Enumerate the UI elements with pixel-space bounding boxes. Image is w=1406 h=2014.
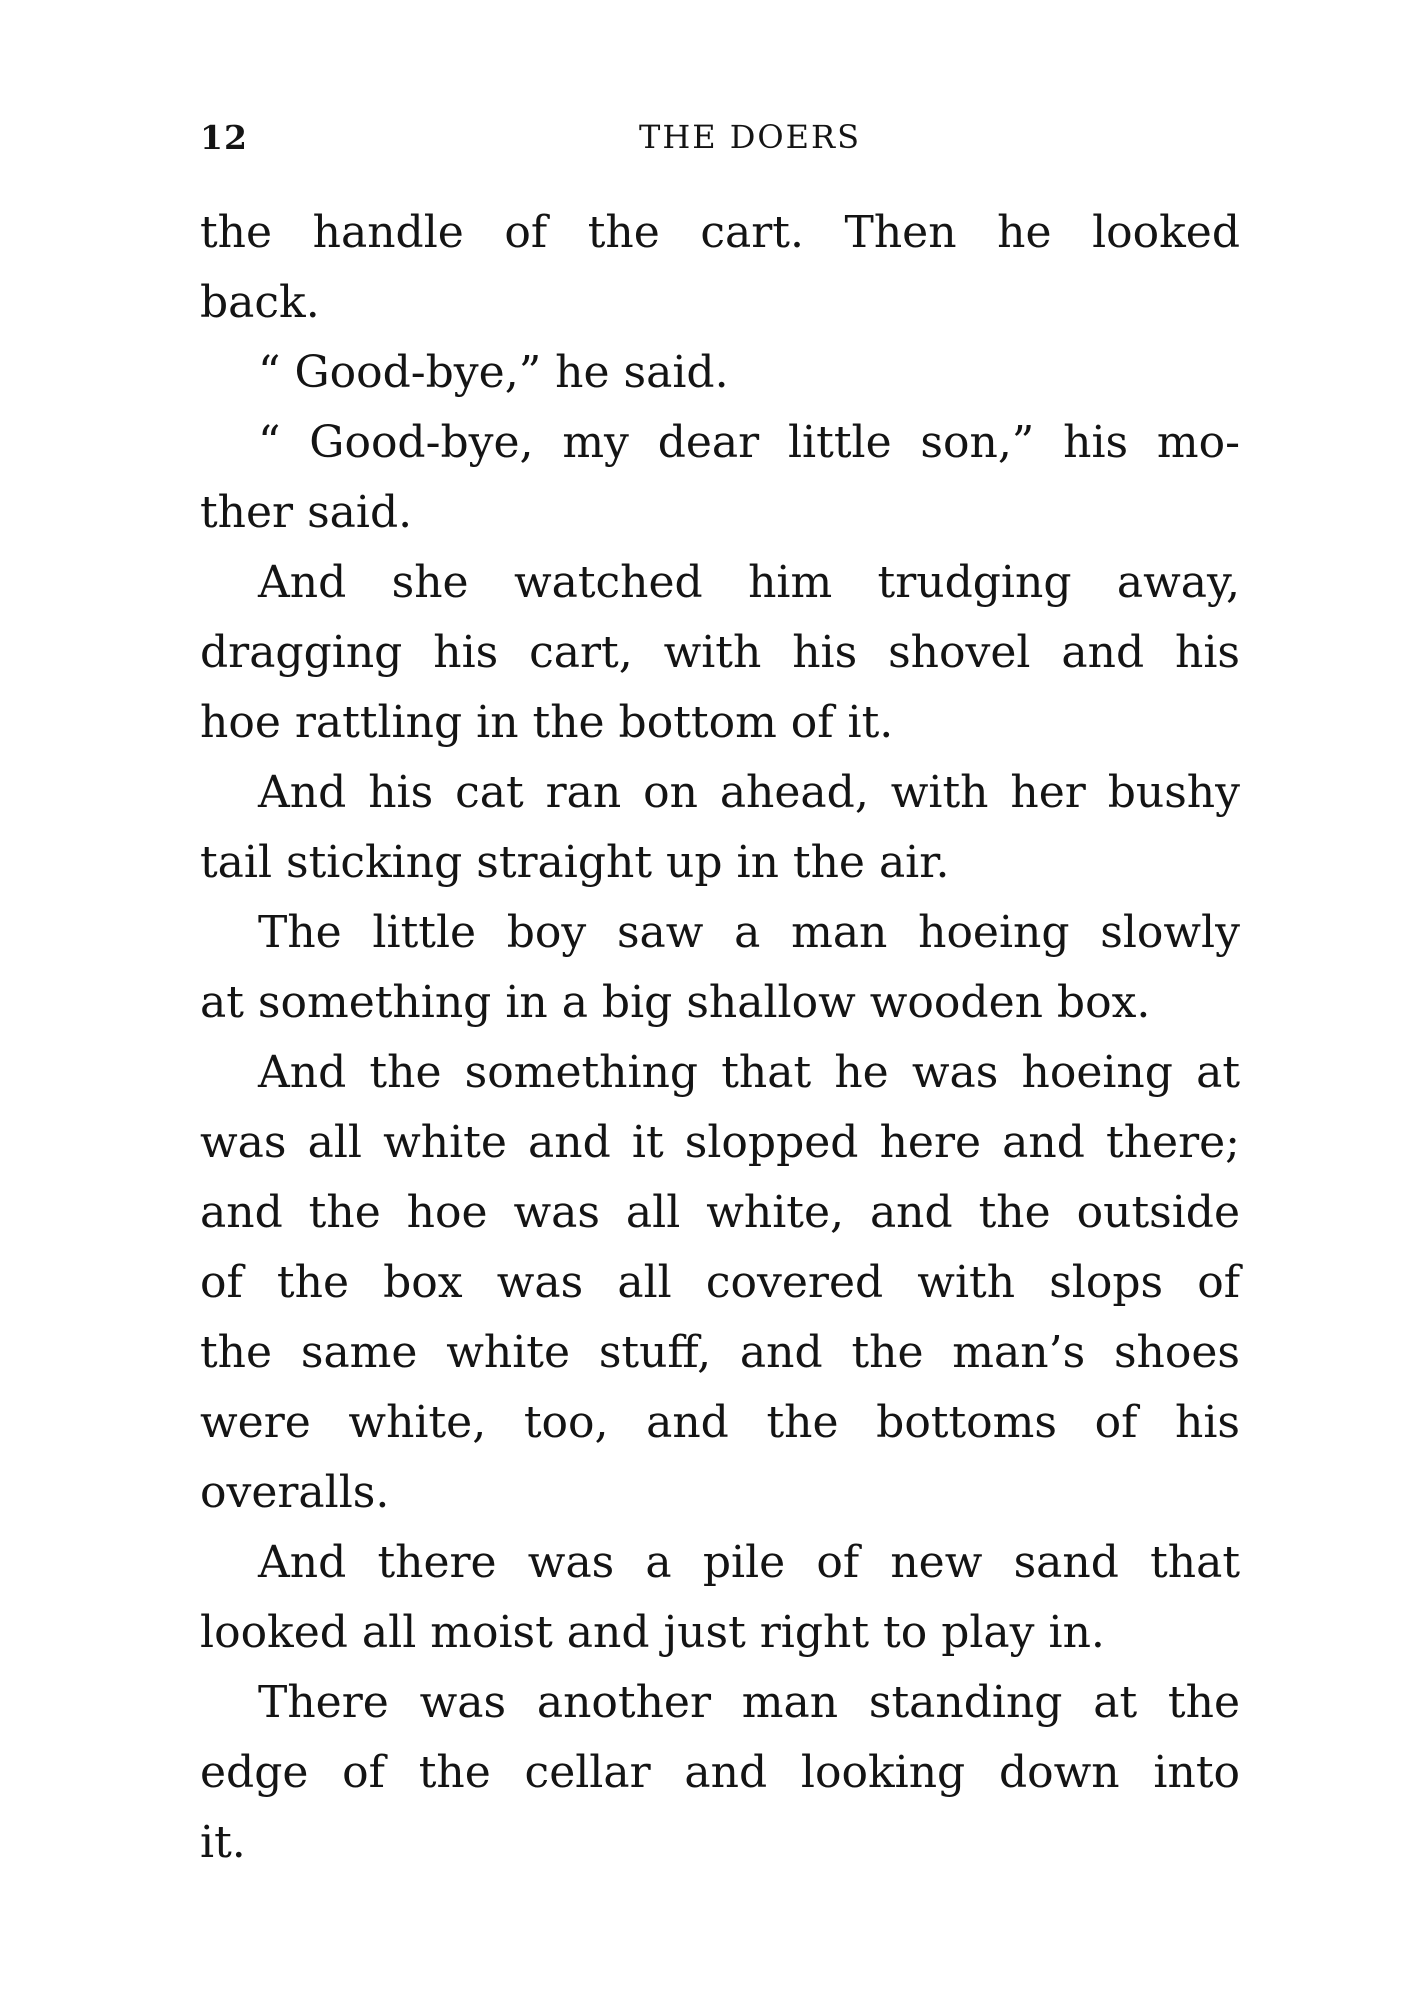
page-number: 12	[200, 118, 248, 157]
paragraph	[200, 338, 1240, 408]
paragraph	[200, 1528, 1240, 1668]
text-line: the handle of the cart. Then he looked	[200, 207, 1240, 258]
text-line: looked all moist and just right to play in.	[200, 1607, 1105, 1658]
running-title: THE DOERS	[638, 118, 862, 156]
text-line: And there was a pile of new sand that	[258, 1537, 1240, 1588]
text-line: ther said.	[200, 487, 413, 538]
text-line: and the hoe was all white, and the outside	[200, 1187, 1240, 1238]
paragraph	[200, 898, 1240, 1038]
text-line: And she watched him trudging away,	[258, 557, 1240, 608]
paragraph	[200, 1038, 1240, 1528]
text-line: And his cat ran on ahead, with her bushy	[258, 767, 1240, 818]
text-line: “ Good-bye, my dear little son,” his mo-	[258, 417, 1240, 468]
paragraph	[200, 758, 1240, 898]
text-line: were white, too, and the bottoms of his	[200, 1397, 1240, 1448]
paragraph	[200, 198, 1240, 338]
text-line: of the box was all covered with slops of	[200, 1257, 1240, 1308]
text-line: was all white and it slopped here and there;	[200, 1117, 1240, 1168]
text-line: overalls.	[200, 1467, 390, 1518]
text-line: There was another man standing at the	[258, 1677, 1240, 1728]
paragraph	[200, 548, 1240, 758]
body-text	[200, 198, 1240, 1878]
paragraph	[200, 408, 1240, 548]
text-line: at something in a big shallow wooden box.	[200, 977, 1151, 1028]
text-line: the same white stuff, and the man’s shoes	[200, 1327, 1240, 1378]
paragraph	[200, 1668, 1240, 1878]
text-line: hoe rattling in the bottom of it.	[200, 697, 894, 748]
text-line: back.	[200, 277, 320, 328]
running-head	[200, 118, 1240, 168]
text-line: edge of the cellar and looking down into	[200, 1747, 1240, 1798]
text-line: dragging his cart, with his shovel and his	[200, 627, 1240, 678]
text-line: And the something that he was hoeing at	[258, 1047, 1240, 1098]
text-line: tail sticking straight up in the air.	[200, 837, 950, 888]
text-line: “ Good-bye,” he said.	[258, 347, 729, 398]
text-line: The little boy saw a man hoeing slowly	[258, 907, 1240, 958]
text-line: it.	[200, 1817, 246, 1868]
